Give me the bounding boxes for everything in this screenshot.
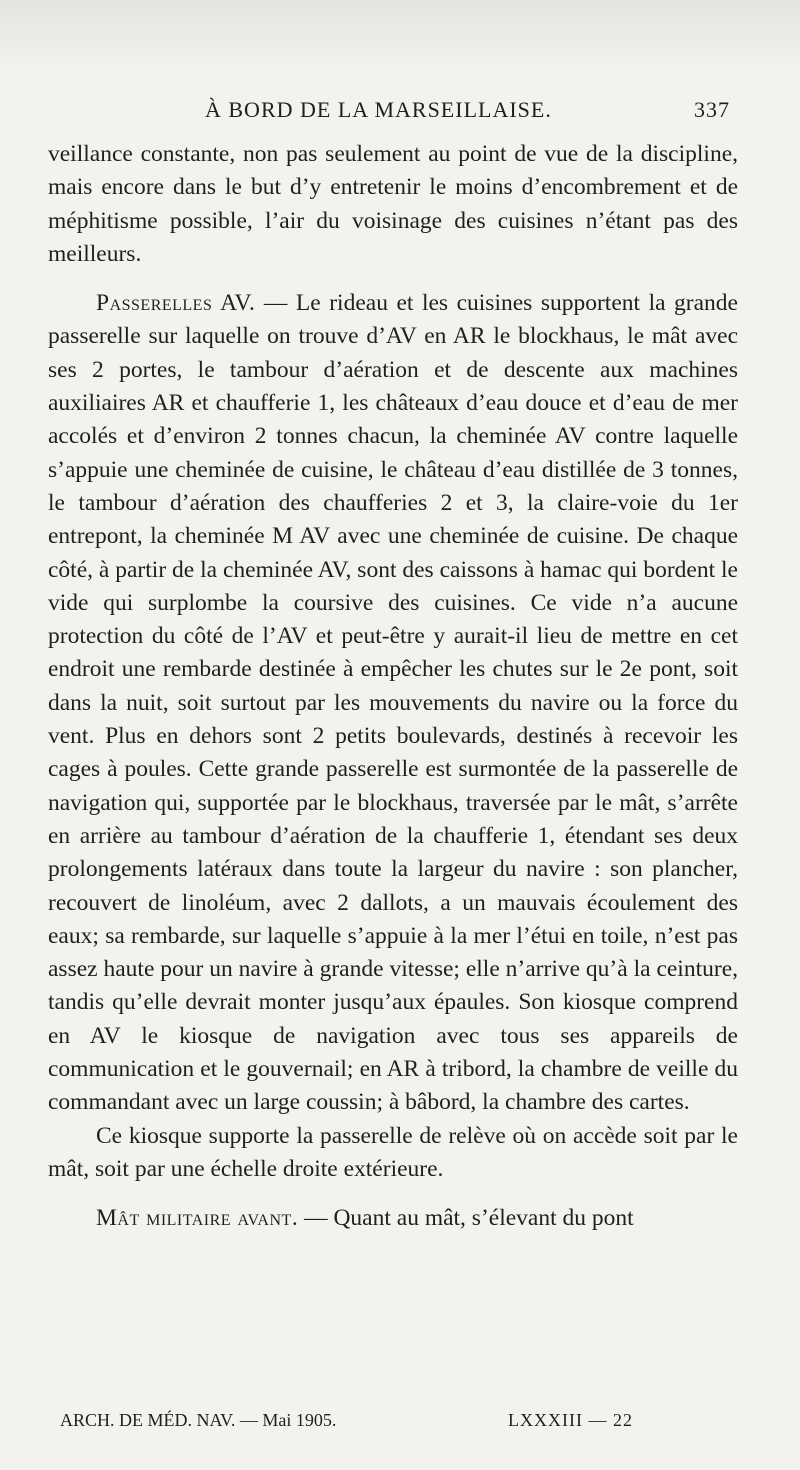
page-footer [60,1410,740,1440]
mat-heading: Mât militaire avant. [96,1205,299,1232]
passerelles-paragraph [48,287,738,1119]
passerelles-heading: Passerelles AV. [96,290,256,317]
volume-signature: LXXXIII — 22 [508,1410,633,1430]
scan-edge-shadow [0,0,800,70]
page-header [0,97,800,127]
page-number: 337 [694,97,730,122]
journal-citation: ARCH. DE MÉD. NAV. — Mai 1905. [60,1410,337,1430]
mat-paragraph [48,1202,738,1235]
passerelles-text: — Le rideau et les cuisines supportent la grande passerelle sur laquelle on trouve d’AV en AR le blockhaus, le mât avec ses 2 portes, le tambour d’aération et de descente aux machines auxiliaires AR et chaufferie 1, les châteaux d’eau douce et d’eau de mer accolés et d’environ 2 tonnes chacun, la cheminée AV contre laquelle s’appuie une cheminée de cuisine, le château d’eau distillée de 3 tonnes, le tambour d’aération des chaufferies 2 et 3, la claire-voie du 1er entrepont, la cheminée M AV avec une cheminée de cuisine. De chaque côté, à partir de la cheminée AV, sont des caissons à hamac qui bordent le vide qui surplombe la coursive des cuisines. Ce vide n’a aucune protection du côté de l’AV et peut-être y aurait-il lieu de mettre en cet endroit une rembarde destinée à empêcher les chutes sur le 2e pont, soit dans la nuit, soit surtout par les mouvements du navire ou la force du vent. Plus en dehors sont 2 petits boulevards, destinés à recevoir les cages à poules. Cette grande passerelle est surmontée de la passerelle de navigation qui, supportée par le blockhaus, traversée par le mât, s’arrête en arrière au tambour d’aération de la chaufferie 1, étendant ses deux prolongements latéraux dans toute la largeur du navire : son plancher, recouvert de linoléum, avec 2 dallots, a un mauvais écoulement des eaux; sa rembarde, sur laquelle s’appuie à la mer l’étui en toile, n’est pas assez haute pour un navire à grande vitesse; elle n’arrive qu’à la ceinture, tandis qu’elle devrait monter jusqu’aux épaules. Son kiosque comprend en AV le kiosque de navigation avec tous ses appareils de communication et le gouvernail; en AR à tribord, la chambre de veille du commandant avec un large coussin; à bâbord, la chambre des cartes. [48,290,738,1116]
running-title: À BORD DE LA MARSEILLAISE. [205,97,552,122]
mat-text: — Quant au mât, s’élevant du pont [298,1205,634,1232]
kiosque-paragraph: Ce kiosque supporte la passerelle de relève où on accède soit par le mât, soit par une échelle droite extérieure. [48,1122,738,1182]
page-body [48,138,738,1236]
continuation-paragraph: veillance constante, non pas seulement au point de vue de la discipline, mais encore dans le but d’y entretenir le moins d’encombrement et de méphitisme possible, l’air du voisinage des cuisines n’étant pas des meilleurs. [48,141,738,267]
